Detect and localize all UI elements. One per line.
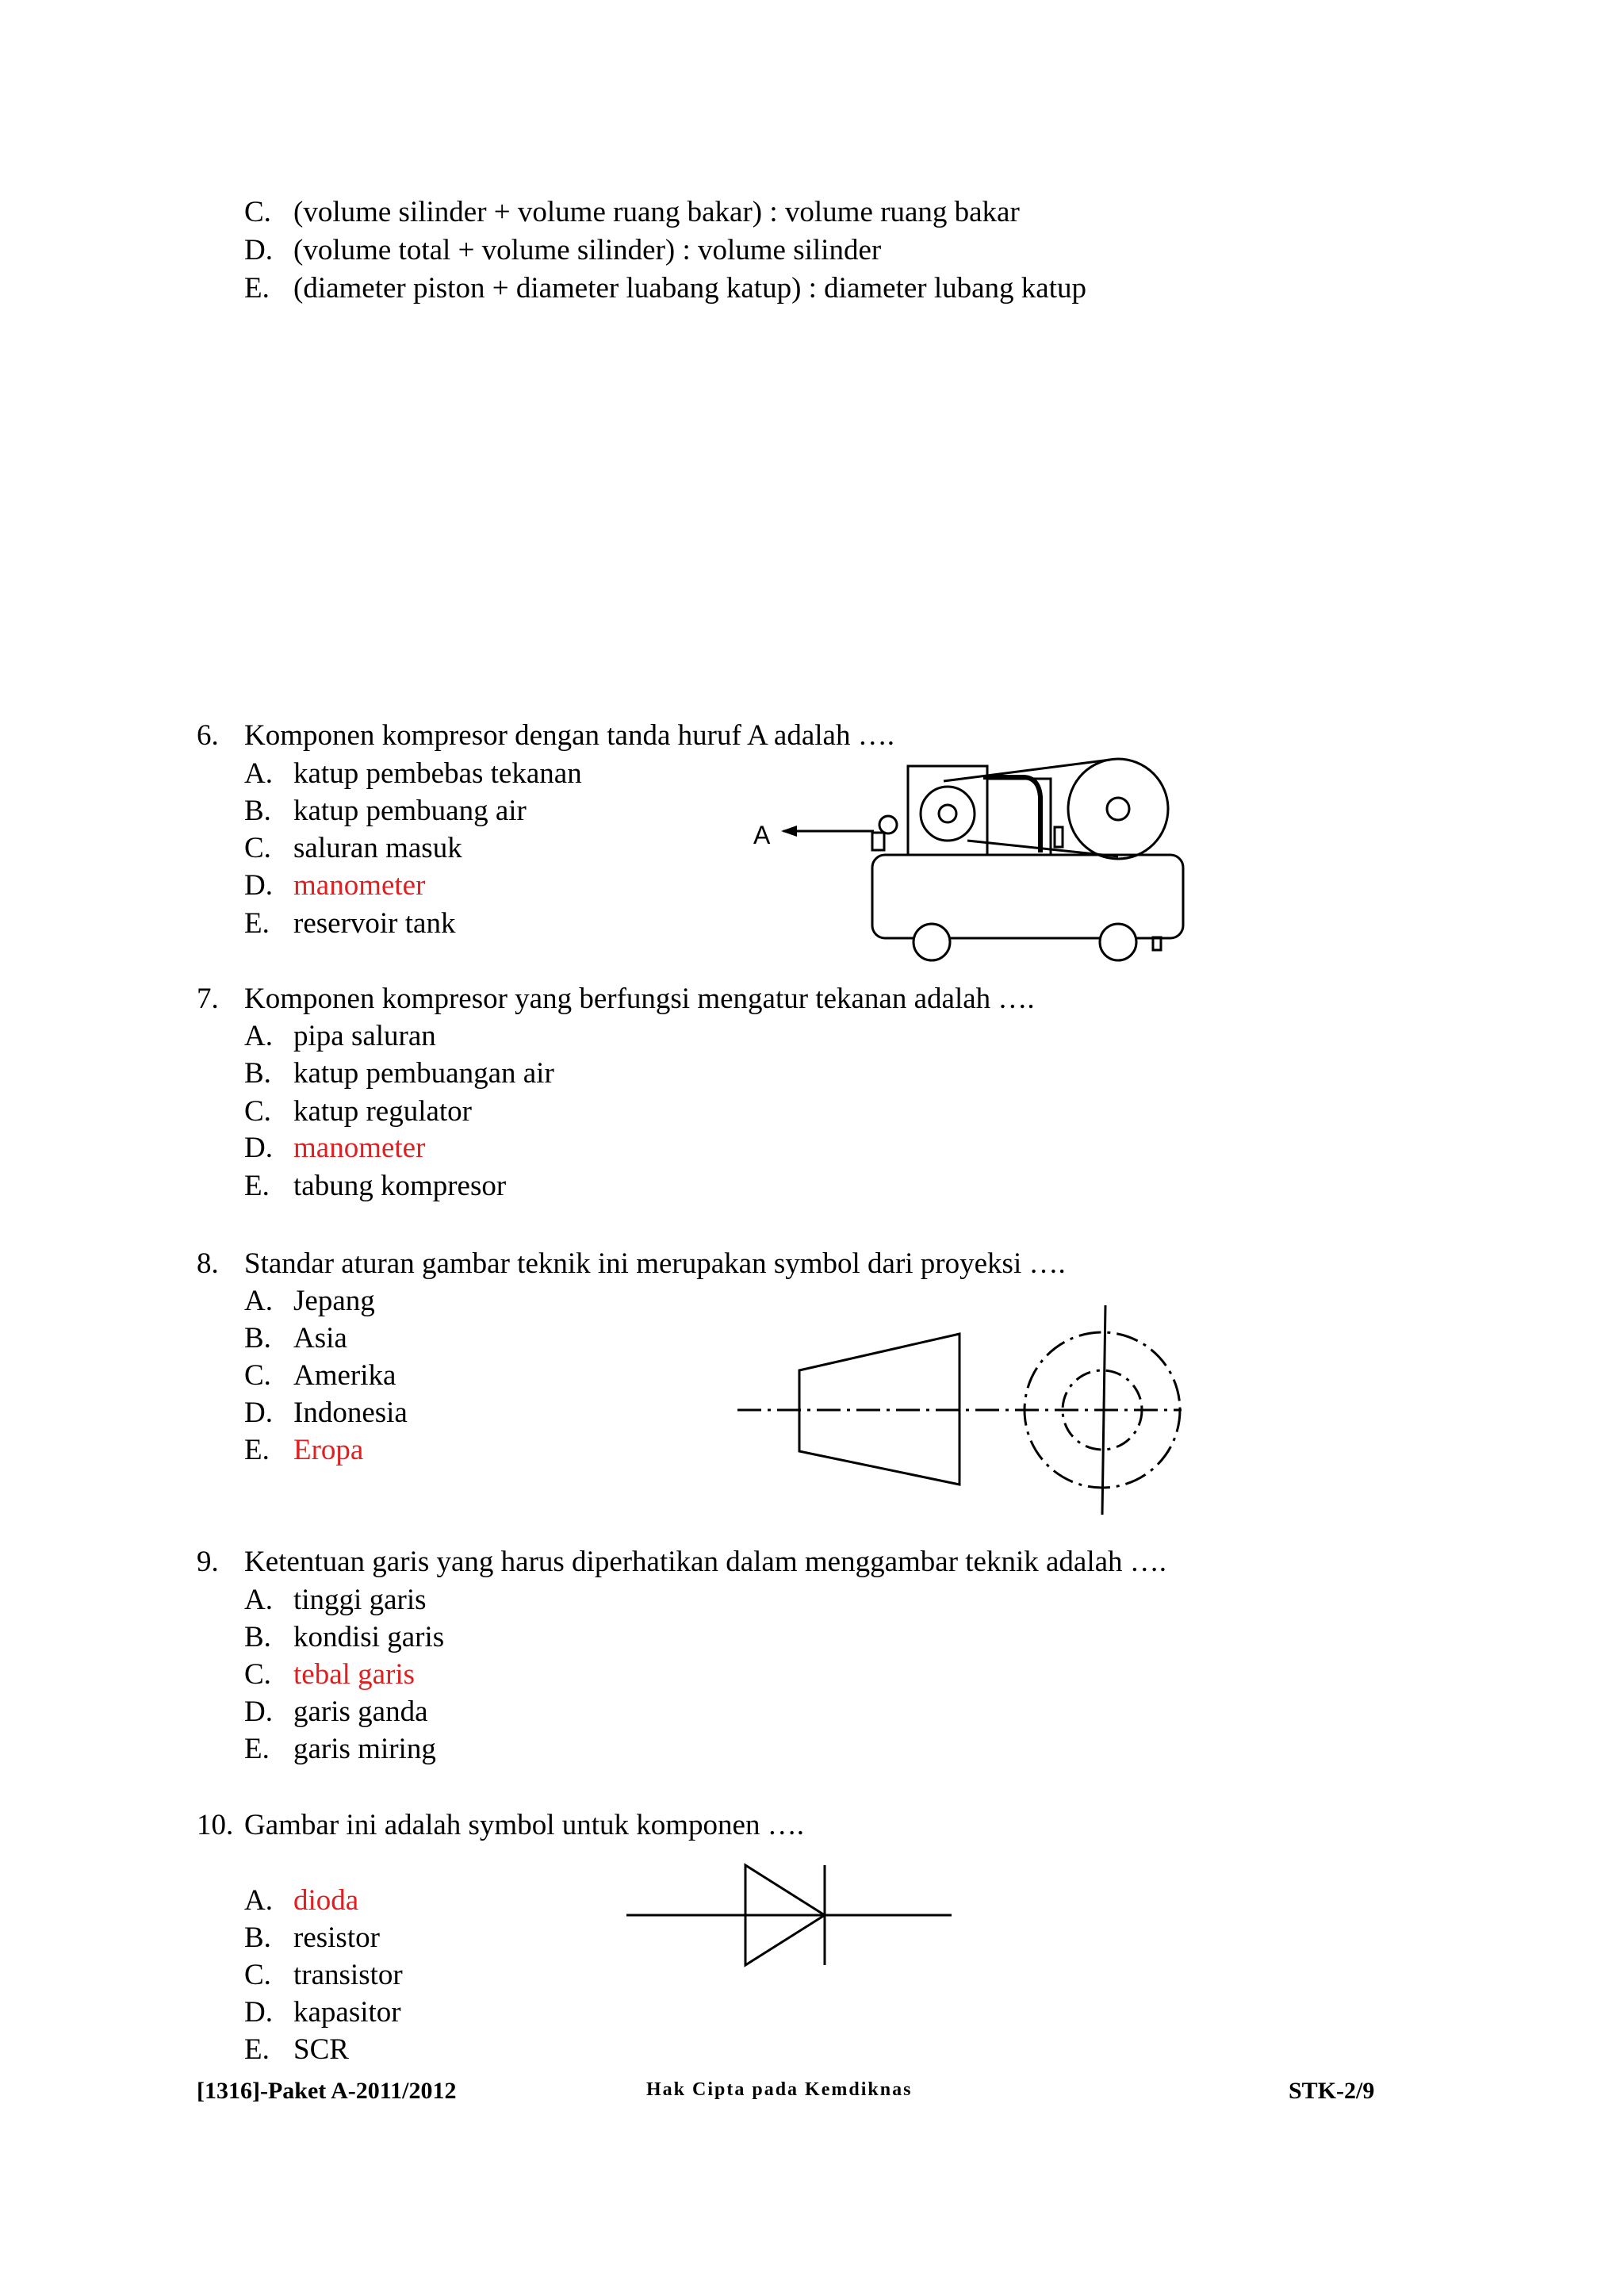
option-text: reservoir tank (293, 907, 456, 940)
option-letter: D. (244, 1996, 273, 2029)
gauge-icon (879, 816, 897, 833)
option-letter: B. (244, 1921, 271, 1954)
option-letter: B. (244, 1057, 271, 1090)
option-letter: D. (244, 1132, 273, 1164)
option-text: Amerika (293, 1359, 396, 1392)
option-letter: B. (244, 1322, 271, 1354)
option-letter: B. (244, 795, 271, 827)
option-text-correct: manometer (293, 869, 426, 902)
option-letter: E. (244, 2033, 270, 2066)
option-text: transistor (293, 1959, 403, 1991)
option-text: kondisi garis (293, 1621, 445, 1653)
option-text: pipa saluran (293, 1020, 436, 1052)
option-letter: C. (244, 1959, 271, 1991)
option-text: Asia (293, 1322, 347, 1354)
question-text: Standar aturan gambar teknik ini merupakan symbol dari proyeksi …. (244, 1247, 1066, 1280)
option-letter: E. (244, 1434, 270, 1466)
question-text: Komponen kompresor yang berfungsi mengatur tekanan adalah …. (244, 983, 1035, 1015)
compressor-figure (737, 753, 1197, 967)
option-letter: E. (244, 1170, 270, 1202)
option-text: tinggi garis (293, 1584, 427, 1616)
option-letter: C. (244, 1359, 271, 1392)
option-letter: C. (244, 832, 271, 864)
option-letter: A. (244, 1285, 273, 1317)
option-text: garis ganda (293, 1695, 428, 1728)
footer-center: Hak Cipta pada Kemdiknas (646, 2079, 913, 2100)
question-number: 6. (197, 719, 219, 752)
question-text: Ketentuan garis yang harus diperhatikan dalam menggambar teknik adalah …. (244, 1546, 1167, 1578)
option-text: katup pembebas tekanan (293, 757, 582, 790)
option-text: tabung kompresor (293, 1170, 507, 1202)
option-letter: E. (244, 1733, 270, 1765)
option-text-correct: manometer (293, 1132, 426, 1164)
option-text: katup pembuangan air (293, 1057, 554, 1090)
figure-label-a: A (753, 821, 771, 849)
question-text: Gambar ini adalah symbol untuk komponen …. (244, 1809, 804, 1841)
option-letter: E. (244, 272, 270, 305)
option-letter: E. (244, 907, 270, 940)
compressor-pulley (1068, 759, 1168, 859)
reservoir-tank (872, 855, 1183, 938)
option-text-correct: dioda (293, 1884, 359, 1917)
question-number: 9. (197, 1546, 219, 1578)
option-text: kapasitor (293, 1996, 401, 2029)
option-letter: D. (244, 1695, 273, 1728)
option-text: (diameter piston + diameter luabang katup) : diameter lubang katup (293, 272, 1087, 305)
option-text: garis miring (293, 1733, 436, 1765)
question-number: 10. (197, 1809, 234, 1841)
option-letter: C. (244, 1658, 271, 1691)
option-letter: D. (244, 1397, 273, 1429)
question-number: 8. (197, 1247, 219, 1280)
diode-symbol-figure (626, 1856, 959, 1975)
footer-left: [1316]-Paket A-2011/2012 (197, 2078, 457, 2104)
option-text: katup pembuang air (293, 795, 527, 827)
option-text: resistor (293, 1921, 380, 1954)
question-text: Komponen kompresor dengan tanda huruf A adalah …. (244, 719, 894, 752)
option-text-correct: Eropa (293, 1434, 364, 1466)
option-text-correct: tebal garis (293, 1658, 416, 1691)
option-letter: A. (244, 757, 273, 790)
option-letter: D. (244, 869, 273, 902)
option-letter: C. (244, 1095, 271, 1128)
footer-right: STK-2/9 (1289, 2078, 1375, 2104)
option-text: Jepang (293, 1285, 375, 1317)
option-text: katup regulator (293, 1095, 472, 1128)
option-text: (volume silinder + volume ruang bakar) : volume ruang bakar (293, 196, 1020, 228)
option-text: SCR (293, 2033, 349, 2066)
option-letter: B. (244, 1621, 271, 1653)
question-number: 7. (197, 983, 219, 1015)
option-letter: A. (244, 1020, 273, 1052)
option-text: saluran masuk (293, 832, 462, 864)
projection-symbol-figure (730, 1301, 1189, 1523)
option-letter: A. (244, 1884, 273, 1917)
option-letter: A. (244, 1584, 273, 1616)
option-letter: C. (244, 196, 271, 228)
motor-pulley (921, 787, 975, 841)
option-text: Indonesia (293, 1397, 408, 1429)
option-text: (volume total + volume silinder) : volume silinder (293, 234, 882, 266)
option-letter: D. (244, 234, 273, 266)
